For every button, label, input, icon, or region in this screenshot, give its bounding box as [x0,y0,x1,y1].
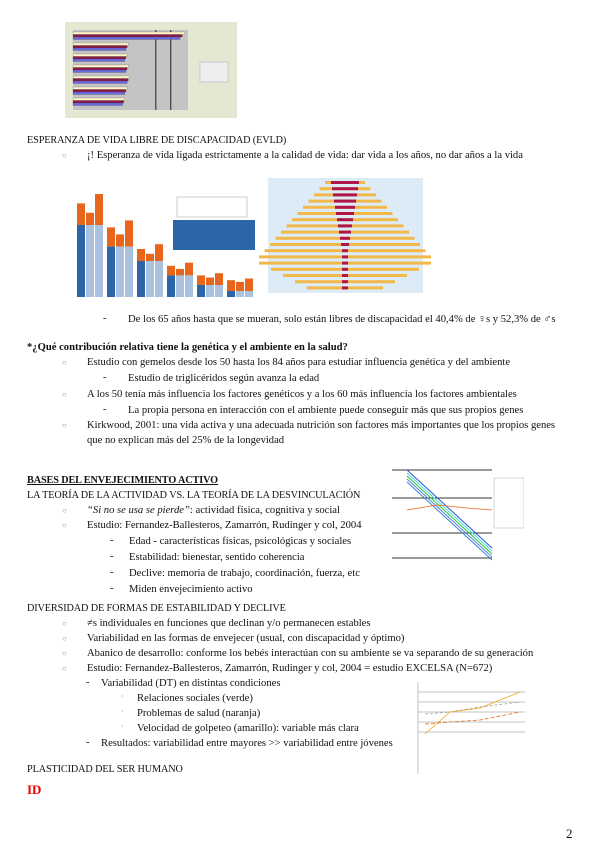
bar-segment [107,247,115,297]
dash-icon: - [86,737,90,748]
legend [200,62,228,82]
genetica-item: que no explican más del 25% de la longevidad [87,435,285,446]
bases-estudio: Estudio: Fernandez-Ballesteros, Zamarrón, Rudinger y col, 2004 [87,520,362,531]
bar [73,87,127,90]
bar-segment [167,275,175,297]
legend [494,478,524,528]
bar [73,76,129,79]
bar-segment [146,254,154,261]
genetica-item: La propia persona en interacción con el ambiente puede conseguir más que sus propios genes [128,405,524,416]
bar-segment [155,244,163,261]
bar [337,218,353,221]
bullet-icon: ○ [62,619,67,628]
bar-segment [227,291,235,297]
bar-segment [137,249,145,261]
condition: Problemas de salud (naranja) [137,708,261,719]
bar [73,59,125,62]
dash-icon: - [110,583,114,594]
bar-segment [206,285,214,297]
bar [73,101,124,104]
bar [73,70,126,73]
bases-sub: Declive: memoria de trabajo, coordinación, fuerza, etc [129,568,360,579]
bar [341,243,349,246]
bases-sub: Estabilidad: bienestar, sentido coherencia [129,552,305,563]
info-box [173,220,255,250]
bar [73,92,125,95]
bar-segment [176,275,184,297]
diversidad-item: Abanico de desarrollo: conforme los bebés interactúan con su ambiente se va separando de su generación [87,648,534,659]
bar-segment [116,247,124,297]
bar [73,43,128,46]
genetica-item: A los 50 tenía más influencia los factores genéticos y a los 60 más influencia los factores ambientales [87,389,517,400]
quote: “Si no se usa se pierde” [87,505,190,516]
bullet-icon: ○ [62,634,67,643]
dot-icon: · [121,707,124,716]
bar-segment [197,275,205,285]
dash-icon: - [110,535,114,546]
figure-horizontal-bar-chart [65,22,237,118]
bar-segment [215,273,223,285]
evld-sub: De los 65 años hasta que se mueran, solo están libres de discapacidad el 40,4% de ♀s y 52,3% de ♂s [128,314,556,325]
bar-segment [167,266,175,276]
bar [338,224,352,227]
variabilidad: Variabilidad (DT) en distintas condiciones [101,678,281,689]
bar-segment [185,275,193,297]
quote-rest: : actividad física, cognitiva y social [189,505,340,516]
figure-variability-line-chart [410,682,525,782]
id-tag: ID [27,782,42,797]
dash-icon: - [86,677,90,688]
heading-bases: BASES DEL ENVEJECIMIENTO ACTIVO [27,475,218,486]
bar-segment [86,225,94,297]
bar [340,237,350,240]
bases-sub: Miden envejecimiento activo [129,584,253,595]
dash-icon: - [103,372,107,383]
dash-icon: - [110,551,114,562]
bar-segment [185,263,193,276]
subheading-teoria: LA TEORÍA DE LA ACTIVIDAD VS. LA TEORÍA DE LA DESVINCULACIÓN [27,490,361,501]
diversidad-item: Estudio: Fernandez-Ballesteros, Zamarrón, Rudinger y col, 2004 = estudio EXCELSA (N=672) [87,663,493,674]
condition: Velocidad de golpeteo (amarillo): variable más clara [137,723,359,734]
figure-decline-line-chart [382,458,524,582]
bar-segment [116,234,124,246]
bullet-icon: ○ [62,506,67,515]
bar [342,262,348,265]
legend [177,197,247,217]
genetica-item: Kirkwood, 2001: una vida activa y una adecuada nutrición son factores más importantes que los propios genes [87,420,556,431]
heading-genetica: *¿Qué contribución relativa tiene la genética y el ambiente en la salud? [27,342,348,353]
bullet-icon: ○ [62,664,67,673]
series-line [425,692,520,734]
bar [73,57,126,60]
bar [73,79,128,82]
bar-segment [245,279,253,291]
bar-segment [95,194,103,225]
bar-segment [236,291,244,297]
figure-evld-bar-chart [65,172,257,305]
resultados: Resultados: variabilidad entre mayores >> variabilidad entre jóvenes [101,738,393,749]
heading-diversidad: DIVERSIDAD DE FORMAS DE ESTABILIDAD Y DECLIVE [27,603,286,614]
bar-segment [125,247,133,297]
bar-segment [107,227,115,246]
bar [73,103,123,106]
bar-segment [197,285,205,297]
dash-icon: - [103,313,107,324]
bar [339,231,351,234]
bar [73,54,127,57]
bar [332,187,358,190]
bullet-icon: ○ [62,521,67,530]
bullet-icon: ○ [62,421,67,430]
bar-segment [227,280,235,291]
bullet-icon: ○ [62,358,67,367]
bar-segment [155,261,163,297]
evld-bullet: ¡! Esperanza de vida ligada estrictamente a la calidad de vida: dar vida a los años, no dar años a la vida [87,150,523,161]
bar-segment [176,269,184,275]
bases-quote-line [87,504,340,517]
bar [73,98,125,101]
bar [73,37,180,40]
bar [342,268,348,271]
bar [331,181,359,184]
dot-icon: · [121,692,124,701]
bar [342,274,348,277]
bar [73,35,182,38]
bar [336,212,354,215]
bar [342,255,348,258]
dash-icon: - [103,404,107,415]
bar [333,193,357,196]
heading-plasticidad: PLASTICIDAD DEL SER HUMANO [27,764,183,775]
bar [73,68,127,71]
bar [73,32,185,35]
bar [342,280,348,283]
bar-segment [215,285,223,297]
bar [342,249,348,252]
bar [342,286,348,289]
diversidad-item: ≠s individuales en funciones que declinan y/o permanecen estables [87,618,371,629]
bullet-icon: ○ [62,151,67,160]
bar-segment [206,278,214,285]
bar-segment [236,282,244,291]
bar [334,200,356,203]
figure-population-pyramid [258,163,433,301]
bullet-icon: ○ [62,390,67,399]
bar [73,81,127,84]
condition: Relaciones sociales (verde) [137,693,253,704]
bar-segment [245,291,253,297]
bar-segment [137,261,145,297]
bar-segment [77,203,85,225]
bar-segment [77,225,85,297]
genetica-item: Estudio de triglicéridos según avanza la edad [128,373,320,384]
bar [335,206,355,209]
page-number: 2 [566,826,573,841]
bar [73,90,126,93]
diversidad-item: Variabilidad en las formas de envejecer (usual, con discapacidad y óptimo) [87,633,405,644]
bar-segment [86,213,94,225]
dash-icon: - [110,567,114,578]
heading-evld: ESPERANZA DE VIDA LIBRE DE DISCAPACIDAD (EVLD) [27,135,287,146]
dot-icon: · [121,722,124,731]
bullet-icon: ○ [62,649,67,658]
bar-segment [146,261,154,297]
genetica-item: Estudio con gemelos desde los 50 hasta los 84 años para estudiar influencia genética y del ambiente [87,357,511,368]
bar [73,46,127,49]
bar-segment [95,225,103,297]
bar-segment [125,220,133,246]
bases-sub: Edad - características físicas, psicológicas y sociales [129,536,352,547]
bar [73,48,126,51]
bar [73,65,128,68]
